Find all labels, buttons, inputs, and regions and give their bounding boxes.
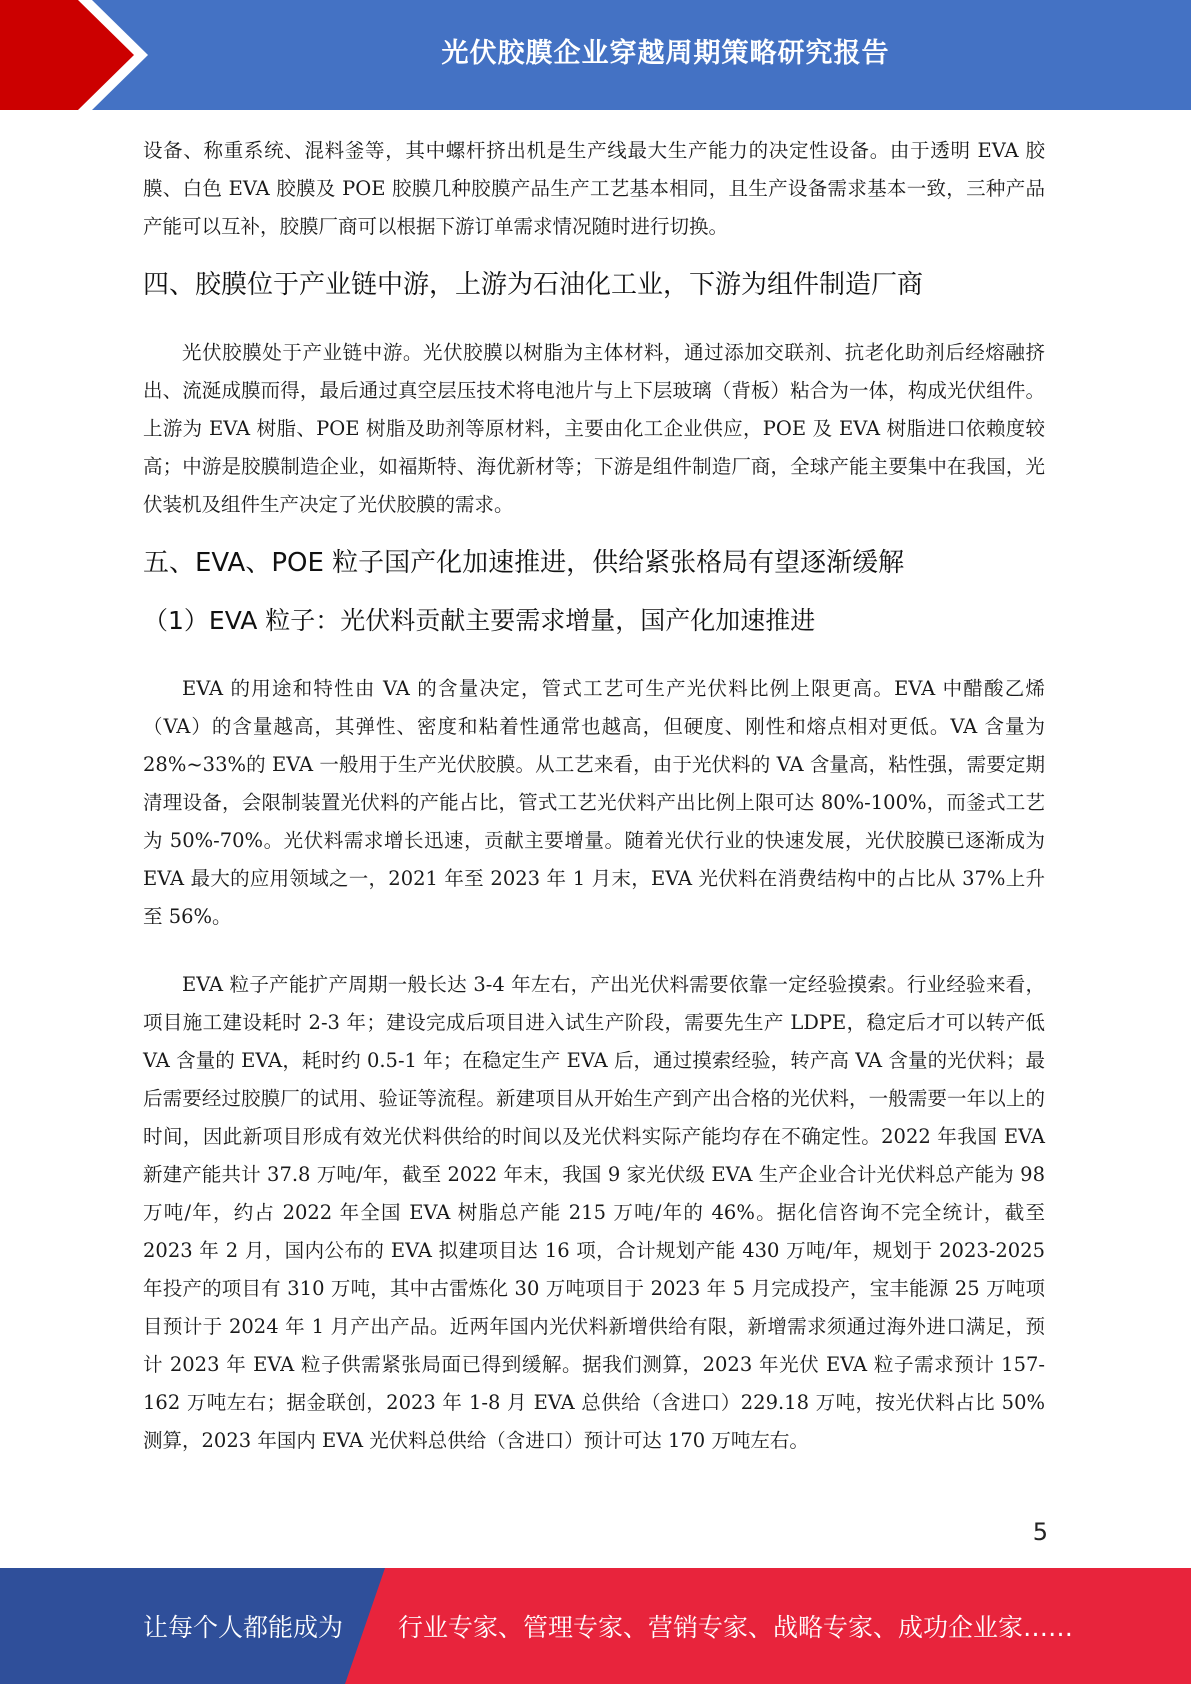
footer-slogan-right: 行业专家、管理专家、营销专家、战略专家、成功企业家…… [398, 1613, 1074, 1642]
page-content [143, 132, 1045, 1460]
section-heading-four: 四、胶膜位于产业链中游，上游为石油化工业，下游为组件制造厂商 [143, 270, 924, 300]
paragraph-eva-properties: EVA 的用途和特性由 VA 的含量决定，管式工艺可生产光伏料比例上限更高。EVA 中醋酸乙烯（VA）的含量越高，其弹性、密度和粘着性通常也越高，但硬度、刚性和熔点相对更低。VA 含量为 28%~33%的 EVA 一般用于生产光伏胶膜。从工艺来看，由于光伏料的 VA 含量高，粘性强，需要定期清理设备，会限制装置光伏料的产能占比，管式工艺光伏料产出比例上限可达 80%-100%，而釜式工艺为 50%-70%。光伏料需求增长迅速，贡献主要增量。随着光伏行业的快速发展，光伏胶膜已逐渐成为 EVA 最大的应用领域之一，2021 年至 2023 年 1 月末，EVA 光伏料在消费结构中的占比从 37%上升至 56%。 [143, 677, 1045, 928]
footer-slogan-left: 让每个人都能成为 [143, 1613, 344, 1642]
paragraph-intro: 设备、称重系统、混料釜等，其中螺杆挤出机是生产线最大生产能力的决定性设备。由于透明 EVA 胶膜、白色 EVA 胶膜及 POE 胶膜几种胶膜产品生产工艺基本相同，且生产设备需求基本一致，三种产品产能可以互补，胶膜厂商可以根据下游订单需求情况随时进行切换。 [143, 139, 1045, 238]
page-header [0, 0, 1191, 110]
page-number: 5 [1032, 1518, 1048, 1546]
paragraph-eva-capacity: EVA 粒子产能扩产周期一般长达 3-4 年左右，产出光伏料需要依靠一定经验摸索。行业经验来看，项目施工建设耗时 2-3 年；建设完成后项目进入试生产阶段，需要先生产 LDPE，稳定后才可以转产低 VA 含量的 EVA，耗时约 0.5-1 年；在稳定生产 EVA 后，通过摸索经验，转产高 VA 含量的光伏料；最后需要经过胶膜厂的试用、验证等流程。新建项目从开始生产到产出合格的光伏料，一般需要一年以上的时间，因此新项目形成有效光伏料供给的时间以及光伏料实际产能均存在不确定性。2022 年我国 EVA 新建产能共计 37.8 万吨/年，截至 2022 年末，我国 9 家光伏级 EVA 生产企业合计光伏料总产能为 98 万吨/年，约占 2022 年全国 EVA 树脂总产能 215 万吨/年的 46%。据化信咨询不完全统计，截至 2023 年 2 月，国内公布的 EVA 拟建项目达 16 项，合计规划产能 430 万吨/年，规划于 2023-2025 年投产的项目有 310 万吨，其中古雷炼化 30 万吨项目于 2023 年 5 月完成投产，宝丰能源 25 万吨项目预计于 2024 年 1 月产出产品。近两年国内光伏料新增供给有限，新增需求须通过海外进口满足，预计 2023 年 EVA 粒子供需紧张局面已得到缓解。据我们测算，2023 年光伏 EVA 粒子需求预计 157-162 万吨左右；据金联创，2023 年 1-8 月 EVA 总供给（含进口）229.18 万吨，按光伏料占比 50%测算，2023 年国内 EVA 光伏料总供给（含进口）预计可达 170 万吨左右。 [143, 973, 1045, 1452]
report-title: 光伏胶膜企业穿越周期策略研究报告 [441, 37, 890, 69]
subsection-heading-eva: （1）EVA 粒子：光伏料贡献主要需求增量，国产化加速推进 [143, 606, 816, 635]
paragraph-industry-chain: 光伏胶膜处于产业链中游。光伏胶膜以树脂为主体材料，通过添加交联剂、抗老化助剂后经熔融挤出、流涎成膜而得，最后通过真空层压技术将电池片与上下层玻璃（背板）粘合为一体，构成光伏组件。上游为 EVA 树脂、POE 树脂及助剂等原材料，主要由化工企业供应，POE 及 EVA 树脂进口依赖度较高；中游是胶膜制造企业，如福斯特、海优新材等；下游是组件制造厂商，全球产能主要集中在我国，光伏装机及组件生产决定了光伏胶膜的需求。 [143, 341, 1045, 516]
page-footer [0, 1568, 1191, 1684]
header-arrow-decoration [0, 0, 160, 110]
section-heading-five: 五、EVA、POE 粒子国产化加速推进，供给紧张格局有望逐渐缓解 [143, 548, 905, 578]
